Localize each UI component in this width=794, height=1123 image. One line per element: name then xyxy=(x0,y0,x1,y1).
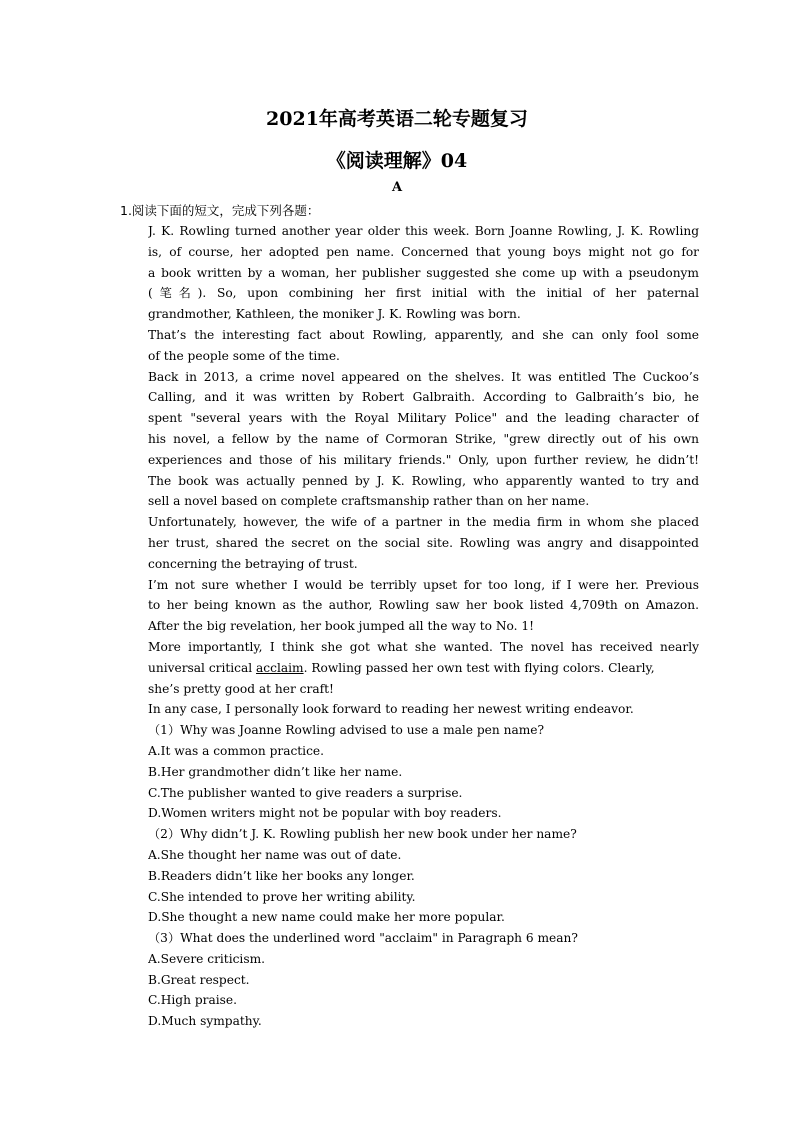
passage-line: his novel, a fellow by the name of Cormoran Strike, "grew directly out of his own xyxy=(148,431,699,446)
passage-line: I’m not sure whether I would be terribly upset for too long, if I were her. Previous xyxy=(148,577,699,592)
underlined-word-acclaim: acclaim xyxy=(256,660,304,675)
question-1-option-d: D.Women writers might not be popular with boy readers. xyxy=(148,806,502,821)
question-3-option-c: C.High praise. xyxy=(148,993,237,1008)
passage-line: J. K. Rowling turned another year older this week. Born Joanne Rowling, J. K. Rowling xyxy=(148,224,699,238)
question-2-option-d: D.She thought a new name could make her more popular. xyxy=(148,910,505,925)
passage-line: That’s the interesting fact about Rowling, apparently, and she can only fool some xyxy=(148,327,699,342)
acclaim-line-before: universal critical xyxy=(148,660,257,675)
question-1-option-a: A.It was a common practice. xyxy=(148,743,324,758)
question-3-stem: （3）What does the underlined word "acclaim" in Paragraph 6 mean? xyxy=(148,931,578,946)
instruction-text: 1.阅读下面的短文，完成下列各题： xyxy=(120,203,320,218)
question-2-stem: （2）Why didn’t J. K. Rowling publish her new book under her name? xyxy=(148,827,577,842)
passage-line: (笔名). So, upon combining her first initial with the initial of her paternal xyxy=(148,286,699,301)
passage-line: to her being known as the author, Rowling saw her book listed 4,709th on Amazon. xyxy=(148,598,699,613)
question-2-option-c: C.She intended to prove her writing ability. xyxy=(148,889,416,904)
question-1-option-b: B.Her grandmother didn’t like her name. xyxy=(148,764,403,779)
passage-line: In any case, I personally look forward to reading her newest writing endeavor. xyxy=(148,702,634,717)
passage-line: After the big revelation, her book jumped all the way to No. 1! xyxy=(148,619,535,634)
question-2-option-a: A.She thought her name was out of date. xyxy=(148,847,402,862)
passage-line: Unfortunately, however, the wife of a partner in the media firm in whom she placed xyxy=(148,515,699,530)
passage-line: sell a novel based on complete craftsmanship rather than on her name. xyxy=(148,494,590,509)
passage-line: is, of course, her adopted pen name. Concerned that young boys might not go for xyxy=(148,244,699,259)
section-label: A xyxy=(391,180,403,195)
passage-line: Calling, and it was written by Robert Galbraith. According to Galbraith’s bio, he xyxy=(148,390,699,405)
passage-line: she’s pretty good at her craft! xyxy=(148,681,334,696)
passage-line: a book written by a woman, her publisher suggested she come up with a pseudonym xyxy=(148,265,699,280)
question-3-option-d: D.Much sympathy. xyxy=(148,1014,262,1029)
passage-line: Back in 2013, a crime novel appeared on the shelves. It was entitled The Cuckoo’s xyxy=(148,369,699,384)
passage-line: grandmother, Kathleen, the moniker J. K. Rowling was born. xyxy=(148,307,521,322)
passage-line-acclaim xyxy=(148,658,699,679)
passage-and-questions xyxy=(148,221,699,1032)
passage-line: experiences and those of his military friends." Only, upon further review, he didn’t! xyxy=(148,452,699,467)
acclaim-line-after: . Rowling passed her own test with flying colors. Clearly, xyxy=(303,660,655,675)
passage-line: her trust, shared the secret on the social site. Rowling was angry and disappointed xyxy=(148,535,699,550)
passage-line: concerning the betraying of trust. xyxy=(148,556,358,571)
passage-line: of the people some of the time. xyxy=(148,348,340,363)
question-3-option-b: B.Great respect. xyxy=(148,972,250,987)
document-subtitle: 《阅读理解》04 xyxy=(326,150,468,172)
question-1-option-c: C.The publisher wanted to give readers a surprise. xyxy=(148,785,463,800)
passage-line: More importantly, I think she got what she wanted. The novel has received nearly xyxy=(148,639,699,654)
question-2-option-b: B.Readers didn’t like her books any longer. xyxy=(148,868,415,883)
passage-line: The book was actually penned by J. K. Rowling, who apparently wanted to try and xyxy=(148,473,699,488)
question-1-stem: （1）Why was Joanne Rowling advised to use a male pen name? xyxy=(148,723,545,738)
question-3-option-a: A.Severe criticism. xyxy=(148,951,266,966)
passage-line: spent "several years with the Royal Military Police" and the leading character of xyxy=(148,411,699,426)
document-title: 2021年高考英语二轮专题复习 xyxy=(266,108,528,130)
